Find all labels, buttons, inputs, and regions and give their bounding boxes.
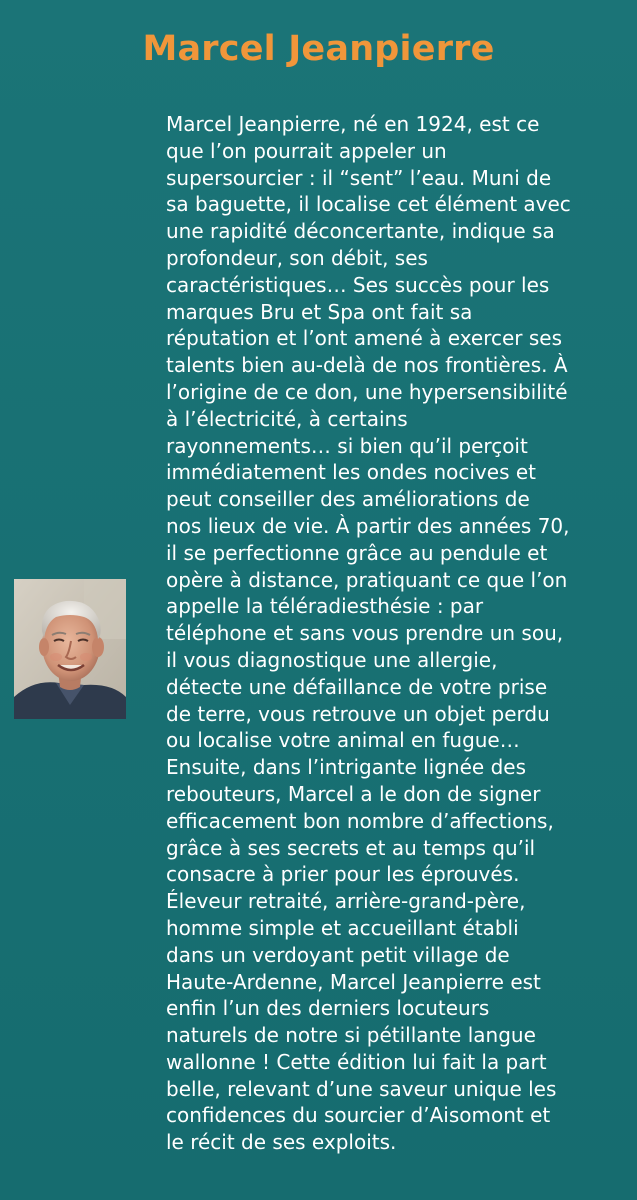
bio-line: nos lieux de vie. À partir des années 70, bbox=[166, 513, 570, 538]
bio-line: il se perfectionne grâce au pendule et bbox=[166, 540, 548, 565]
bio-line: marques Bru et Spa ont fait sa bbox=[166, 299, 473, 324]
bio-line: consacre à prier pour les éprouvés. bbox=[166, 862, 520, 887]
biography-text bbox=[166, 111, 624, 1156]
bio-line: réputation et l’ont amené à exercer ses bbox=[166, 326, 563, 351]
bio-line: enfin l’un des derniers locuteurs bbox=[166, 996, 490, 1021]
bio-line: l’origine de ce don, une hypersensibilité bbox=[166, 379, 568, 404]
bio-line: efficacement bon nombre d’affections, bbox=[166, 808, 554, 833]
bio-line: Ensuite, dans l’intrigante lignée des bbox=[166, 755, 526, 780]
bio-line: dans un verdoyant petit village de bbox=[166, 942, 510, 967]
bio-line: supersourcier : il “sent” l’eau. Muni de bbox=[166, 165, 552, 190]
bio-line: immédiatement les ondes nocives et bbox=[166, 460, 536, 485]
page-title: Marcel Jeanpierre bbox=[142, 29, 495, 69]
portrait-image bbox=[14, 579, 126, 719]
bio-line: grâce à ses secrets et au temps qu’il bbox=[166, 835, 536, 860]
bio-line: rayonnements… si bien qu’il perçoit bbox=[166, 433, 528, 458]
bio-line: de terre, vous retrouve un objet perdu bbox=[166, 701, 550, 726]
bio-line: ou localise votre animal en fugue… bbox=[166, 728, 520, 753]
bio-line: confidences du sourcier d’Aisomont et bbox=[166, 1103, 551, 1128]
bio-line: sa baguette, il localise cet élément avec bbox=[166, 192, 571, 217]
bio-line: le récit de ses exploits. bbox=[166, 1130, 397, 1155]
bio-line: à l’électricité, à certains bbox=[166, 406, 408, 431]
bio-line: talents bien au-delà de nos frontières. À bbox=[166, 353, 568, 378]
bio-line: peut conseiller des améliorations de bbox=[166, 487, 530, 512]
bio-line: belle, relevant d’une saveur unique les bbox=[166, 1076, 557, 1101]
bio-line: wallonne ! Cette édition lui fait la part bbox=[166, 1049, 547, 1074]
bio-line: téléphone et sans vous prendre un sou, bbox=[166, 621, 564, 646]
bio-line: que l’on pourrait appeler un bbox=[166, 138, 447, 163]
bio-line: profondeur, son débit, ses bbox=[166, 245, 428, 270]
bio-line: naturels de notre si pétillante langue bbox=[166, 1023, 536, 1048]
bio-line: Marcel Jeanpierre, né en 1924, est ce bbox=[166, 112, 540, 136]
bio-line: homme simple et accueillant établi bbox=[166, 915, 519, 940]
bio-line: il vous diagnostique une allergie, bbox=[166, 647, 498, 672]
bio-line: caractéristiques… Ses succès pour les bbox=[166, 272, 550, 297]
bio-line: une rapidité déconcertante, indique sa bbox=[166, 219, 555, 244]
bio-line: rebouteurs, Marcel a le don de signer bbox=[166, 781, 541, 806]
bio-line: Éleveur retraité, arrière-grand-père, bbox=[166, 889, 526, 914]
bio-line: détecte une défaillance de votre prise bbox=[166, 674, 548, 699]
bio-line: opère à distance, pratiquant ce que l’on bbox=[166, 567, 568, 592]
bio-line: Haute-Ardenne, Marcel Jeanpierre est bbox=[166, 969, 541, 994]
author-portrait bbox=[14, 579, 126, 719]
bio-line: appelle la téléradiesthésie : par bbox=[166, 594, 484, 619]
